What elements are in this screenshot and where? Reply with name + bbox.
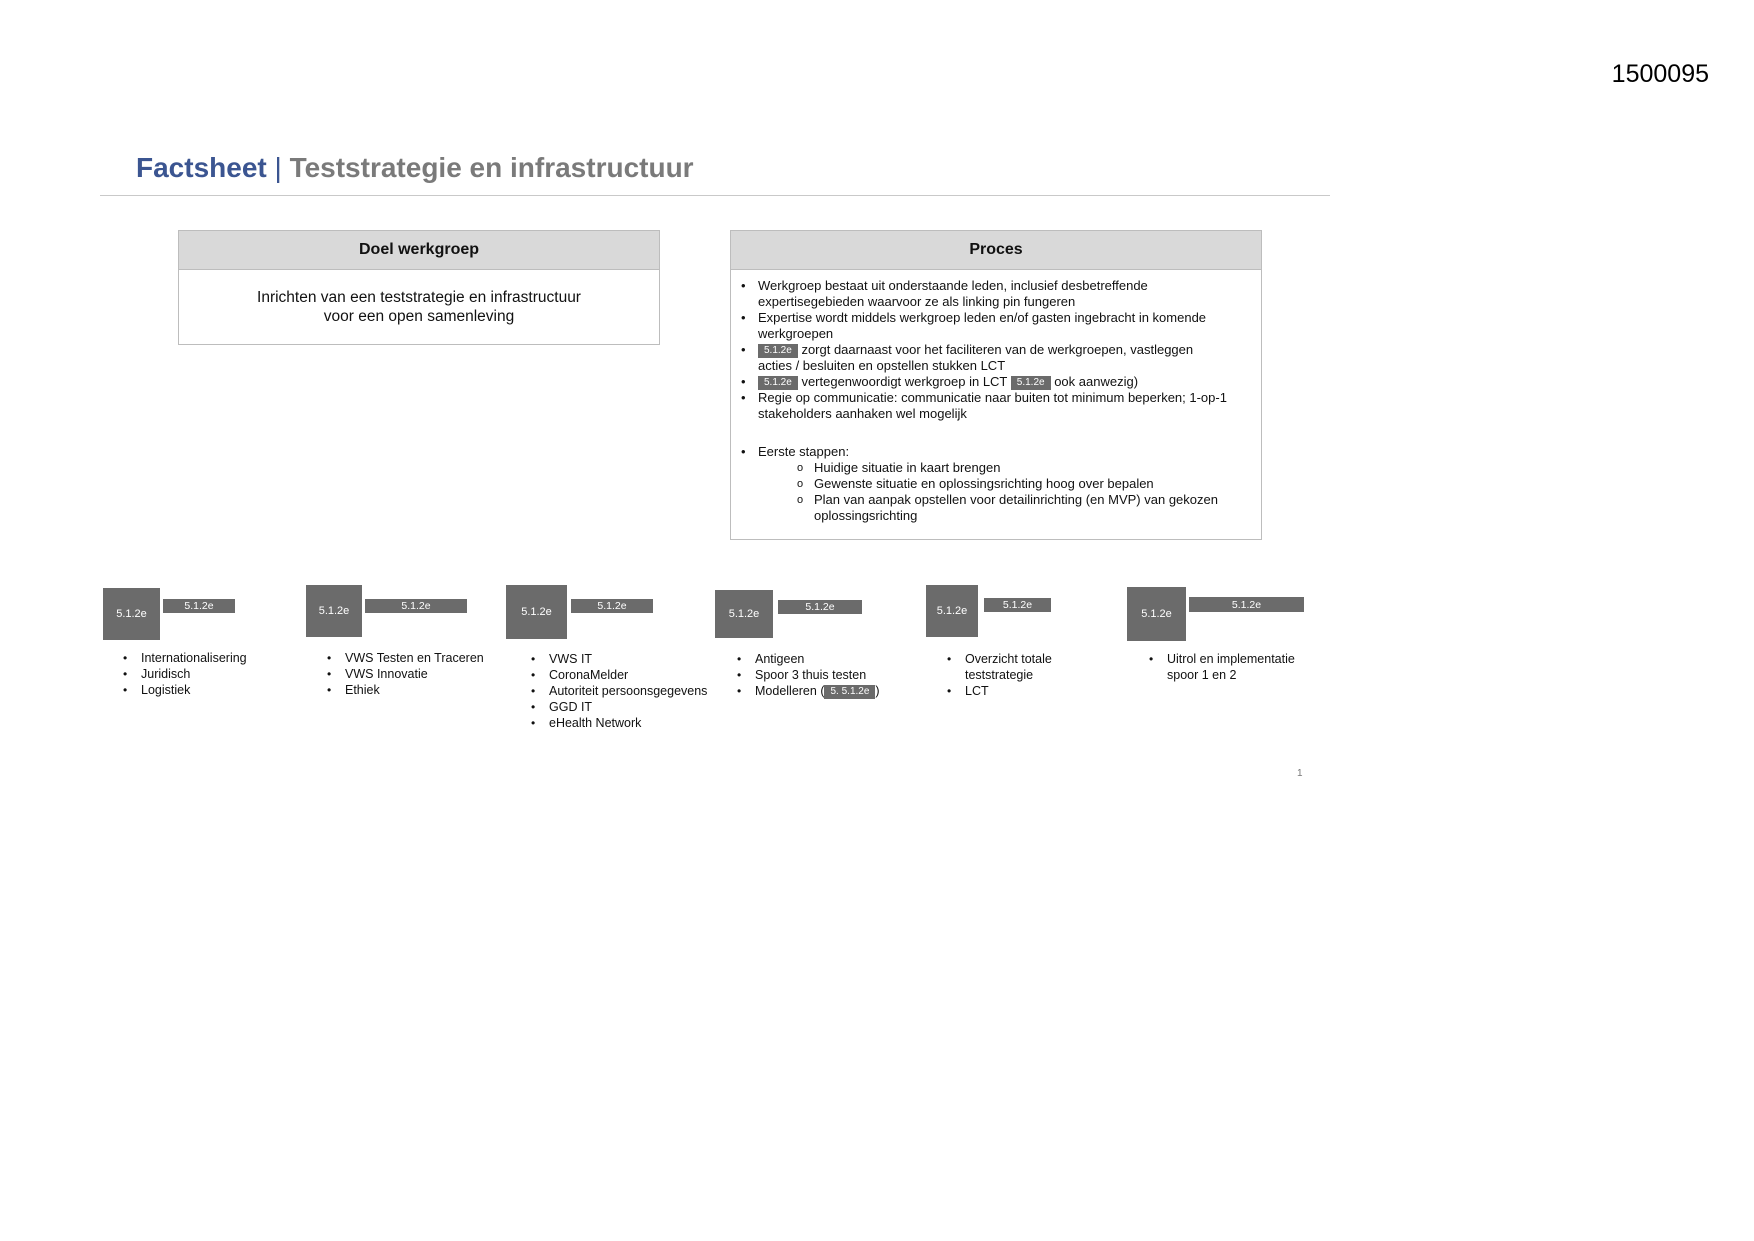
proces-box: [730, 230, 1262, 540]
proces-s3-line2: oplossingsrichting: [814, 508, 918, 523]
proces-bullet-2: [741, 310, 1251, 342]
doel-body: [179, 270, 659, 326]
list-item: • Internationalisering: [123, 651, 247, 665]
proces-sub-3: [741, 492, 1251, 524]
proces-b5-line1: Regie op communicatie: communicatie naar buiten tot minimum beperken; 1-op-1: [758, 390, 1227, 405]
list-item: • Modelleren ( 5. 5.1.2e ): [737, 684, 880, 698]
proces-sub-2: [741, 476, 1251, 492]
list-item: • Autoriteit persoonsgegevens: [531, 684, 708, 698]
proces-b5-line2: stakeholders aanhaken wel mogelijk: [758, 406, 967, 421]
bullet: •: [741, 390, 746, 405]
title-separator: |: [274, 152, 282, 183]
redacted-name: 5.1.2e: [365, 599, 467, 613]
list-item: • VWS IT: [531, 652, 593, 666]
list-item: • Antigeen: [737, 652, 805, 666]
proces-s3-line1: Plan van aanpak opstellen voor detailinrichting (en MVP) van gekozen: [814, 492, 1218, 507]
proces-bullet-5: [741, 390, 1251, 422]
proces-sub-1: [741, 460, 1251, 476]
bullet: •: [741, 310, 746, 325]
proces-b1-line2: expertisegebieden waarvoor ze als linking pin fungeren: [758, 294, 1076, 309]
proces-b2-line1: Expertise wordt middels werkgroep leden en/of gasten ingebracht in komende: [758, 310, 1207, 325]
redaction-box: 5.1.2e: [758, 376, 798, 390]
proces-b3-line1: zorgt daarnaast voor het faciliteren van de werkgroepen, vastleggen: [801, 342, 1194, 357]
sub-bullet: o: [797, 494, 804, 506]
list-item: • Logistiek: [123, 683, 191, 697]
list-item: • Ethiek: [327, 683, 380, 697]
proces-s2: Gewenste situatie en oplossingsrichting hoog over bepalen: [814, 476, 1154, 491]
redacted-photo: 5.1.2e: [506, 585, 567, 639]
redacted-name: 5.1.2e: [571, 599, 653, 613]
bullet: •: [741, 444, 746, 459]
list-item: • GGD IT: [531, 700, 593, 714]
list-item: • Juridisch: [123, 667, 191, 681]
proces-b3-line2: acties / besluiten en opstellen stukken LCT: [758, 358, 1006, 373]
list-item: • VWS Testen en Traceren: [327, 651, 484, 665]
document-id: 1500095: [1611, 60, 1709, 88]
doel-line-1: Inrichten van een teststrategie en infrastructuur: [257, 289, 581, 306]
list-item: • CoronaMelder: [531, 668, 629, 682]
sub-bullet: o: [797, 478, 804, 490]
bullet: •: [741, 374, 746, 389]
proces-body: [731, 270, 1261, 524]
redacted-photo: 5.1.2e: [306, 585, 362, 637]
doel-line-2: voor een open samenleving: [323, 308, 515, 325]
title-divider: [100, 195, 1330, 196]
redacted-photo: 5.1.2e: [103, 588, 160, 640]
redacted-name: 5.1.2e: [778, 600, 862, 614]
doel-header: Doel werkgroep: [179, 231, 659, 270]
redacted-name: 5.1.2e: [1189, 597, 1304, 612]
list-item: • Uitrol en implementatie spoor 1 en 2: [1149, 652, 1295, 682]
redaction-box: 5. 5.1.2e: [824, 685, 875, 699]
list-item: • Overzicht totale teststrategie: [947, 652, 1052, 682]
proces-bullet-1: [741, 278, 1251, 310]
proces-b4-text2: ook aanwezig): [1054, 374, 1139, 389]
redaction-box: 5.1.2e: [1011, 376, 1051, 390]
redaction-box: 5.1.2e: [758, 344, 798, 358]
redacted-photo: 5.1.2e: [926, 585, 978, 637]
page-title: [136, 152, 694, 184]
proces-b2-line2: werkgroepen: [758, 326, 834, 341]
proces-b6: Eerste stappen:: [758, 444, 850, 459]
doel-werkgroep-box: [178, 230, 660, 345]
page-number: 1: [1297, 768, 1303, 779]
proces-bullet-4: [741, 374, 1251, 390]
proces-bullet-6: [741, 444, 1251, 460]
list-item: • Spoor 3 thuis testen: [737, 668, 867, 682]
bullet: •: [741, 278, 746, 293]
proces-b4-text1: vertegenwoordigt werkgroep in LCT: [801, 374, 1008, 389]
title-main: Factsheet: [136, 152, 267, 183]
redacted-name: 5.1.2e: [163, 599, 235, 613]
list-item: • VWS Innovatie: [327, 667, 428, 681]
proces-bullet-3: [741, 342, 1251, 374]
list-item: • LCT: [947, 684, 989, 698]
redacted-photo: 5.1.2e: [715, 590, 773, 638]
redacted-name: 5.1.2e: [984, 598, 1051, 612]
bullet: •: [741, 342, 746, 357]
title-sub: Teststrategie en infrastructuur: [289, 152, 694, 183]
proces-s1: Huidige situatie in kaart brengen: [814, 460, 1001, 475]
list-item: • eHealth Network: [531, 716, 642, 730]
proces-header: Proces: [731, 231, 1261, 270]
proces-b1-line1: Werkgroep bestaat uit onderstaande leden, inclusief desbetreffende: [758, 278, 1148, 293]
sub-bullet: o: [797, 462, 804, 474]
redacted-photo: 5.1.2e: [1127, 587, 1186, 641]
